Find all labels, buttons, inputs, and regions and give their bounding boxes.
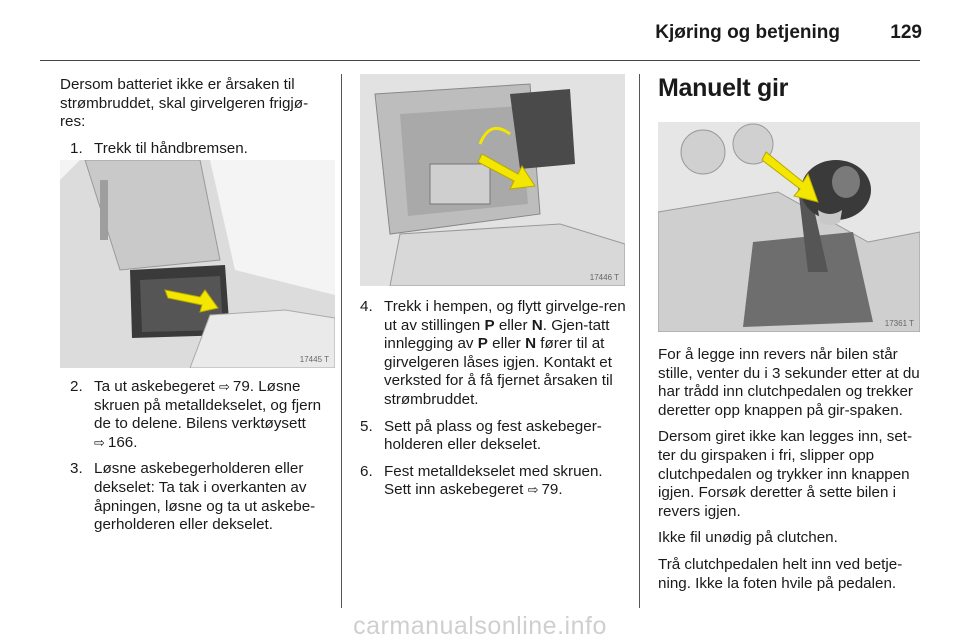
- step-4: [360, 298, 626, 410]
- step-number: 1.: [70, 139, 83, 157]
- step-2: [70, 378, 332, 452]
- paragraph: Dersom giret ikke kan legges inn, set-ter du girspaken i fri, slipper opp clutchpedalen og trykker inn knappen igjen. Forsøk deretter å sette bilen i revers igjen.: [658, 428, 913, 520]
- step-text: eller: [492, 335, 521, 353]
- gear-position: N: [531, 316, 543, 334]
- page-number: 129: [890, 22, 922, 43]
- step-text: Fest metalldekselet med skruen. Sett inn askebegeret: [384, 462, 603, 499]
- section-heading: Manuelt gir: [658, 74, 789, 102]
- column-2: [360, 298, 626, 508]
- step-number: 6.: [360, 462, 373, 480]
- figure-drawing: [60, 160, 335, 368]
- column-divider-1: [341, 74, 342, 608]
- figure-selector-lever: [60, 160, 335, 368]
- page-reference: 166: [107, 433, 134, 451]
- step-text: Trekk i hempen, og flytt girvelge-ren ut av stillingen: [384, 298, 626, 334]
- figure-code: 17361 T: [884, 319, 914, 328]
- step-3: [70, 460, 332, 534]
- step-number: 3.: [70, 460, 83, 478]
- header-title: Kjøring og betjening: [655, 22, 840, 43]
- paragraph: For å legge inn revers når bilen står stille, venter du i 3 sekunder etter at du har trådd inn clutchpedalen og trekker deretter opp knappen på gir-spaken.: [658, 346, 920, 419]
- figure-code: 17446 T: [589, 273, 619, 282]
- step-text: Løsne askebegerholderen eller dekselet: Ta tak i overkanten av åpningen, løsne og ta ut askebe-gerholderen eller dekselet.: [94, 460, 316, 534]
- step-text: .: [133, 433, 138, 451]
- step-text: Ta ut askebegeret: [94, 378, 215, 395]
- gear-position: P: [477, 335, 488, 353]
- watermark: carmanualsonline.info: [353, 612, 607, 640]
- step-5: [360, 418, 626, 455]
- intro-paragraph: Dersom batteriet ikke er årsaken til strømbruddet, skal girvelgeren frigjø-res:: [60, 76, 309, 131]
- step-text: eller: [498, 316, 528, 334]
- step-text: Trekk til håndbremsen.: [94, 139, 248, 157]
- step-text: . Løsne skruen på metalldekselet, og fjern de to delene. Bilens verktøysett: [94, 378, 322, 433]
- step-text: .: [558, 481, 563, 499]
- page-reference: 79: [232, 378, 250, 395]
- column-1-lower: [60, 378, 332, 543]
- page-reference-icon: ⇨: [527, 482, 539, 498]
- step-text: Sett på plass og fest askebeger-holderen eller dekselet.: [384, 417, 602, 454]
- paragraph: Trå clutchpedalen helt inn ved betje-ning. Ikke la foten hvile på pedalen.: [658, 555, 903, 592]
- gear-position: N: [525, 335, 537, 353]
- page-reference-icon: ⇨: [94, 434, 105, 450]
- figure-code: 17445 T: [299, 355, 329, 364]
- figure-drawing: [658, 122, 920, 332]
- column-3: [658, 346, 924, 601]
- step-1: [70, 140, 328, 159]
- column-divider-2: [639, 74, 640, 608]
- header-rule: [40, 60, 920, 61]
- step-text: fører til at girvelgeren låses igjen. Kontakt et verksted for å få fjernet årsaken til strømbruddet.: [384, 335, 613, 408]
- paragraph: Ikke fil unødig på clutchen.: [658, 529, 838, 547]
- figure-gear-lever: [658, 122, 920, 332]
- page-reference: 79: [541, 481, 559, 499]
- figure-drawing: [360, 74, 625, 286]
- step-number: 5.: [360, 417, 373, 435]
- figure-release-loop: [360, 74, 625, 286]
- step-number: 4.: [360, 298, 373, 315]
- gear-position: P: [484, 316, 495, 334]
- column-1: [60, 76, 328, 166]
- step-6: [360, 463, 626, 500]
- page-reference-icon: ⇨: [218, 379, 230, 394]
- step-number: 2.: [70, 378, 83, 395]
- step-text: . Gjen-tatt innlegging av: [384, 316, 610, 353]
